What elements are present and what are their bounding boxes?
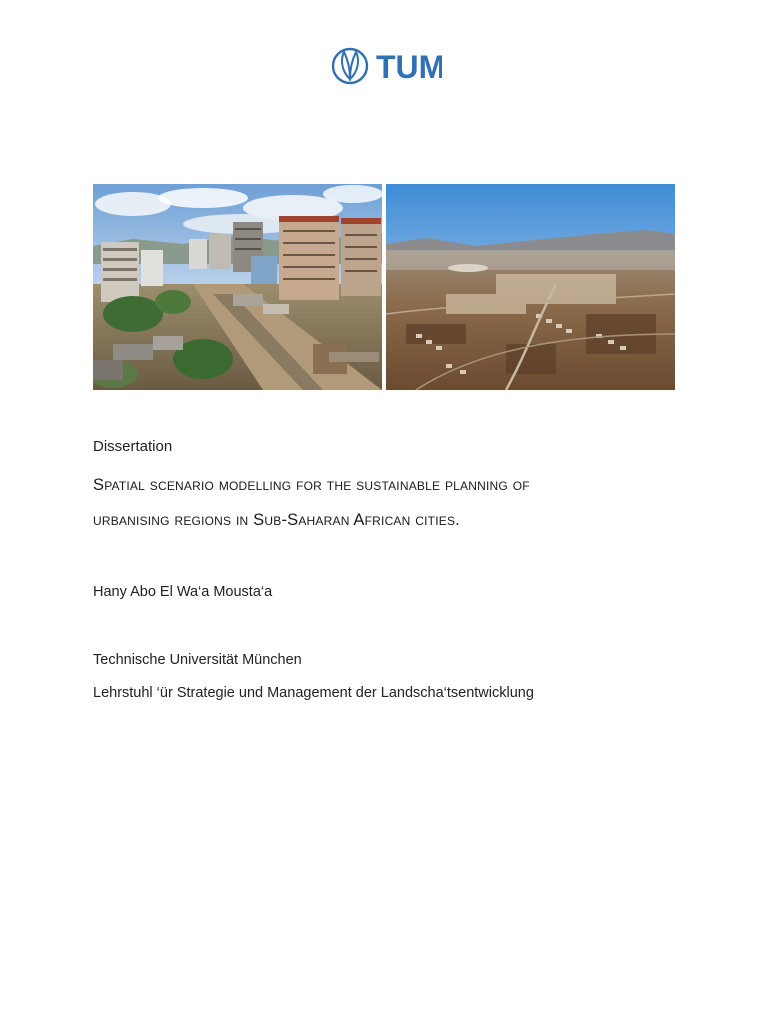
- photo-aerial-urban-sprawl: [386, 184, 675, 390]
- tum-leaf-logo-icon: [330, 46, 442, 86]
- title-line-2: urbanising regions in Sub-Saharan African cities.: [93, 511, 460, 529]
- logo-text: TUM: [376, 49, 442, 85]
- title-line-1: Spatial scenario modelling for the sustainable planning of: [93, 476, 530, 494]
- aerial-landscape-photo-icon: [386, 184, 675, 390]
- chair-name: Lehrstuhl ‘ür Strategie und Management der Landscha‘tsentwicklung: [93, 685, 534, 701]
- photo-city-construction: [93, 184, 382, 390]
- university-name: Technische Universität München: [93, 652, 302, 668]
- author-name: Hany Abo El Wa‘a Mousta‘a: [93, 584, 273, 600]
- tum-logo: [330, 46, 442, 86]
- document-type: Dissertation: [93, 438, 173, 455]
- city-skyline-photo-icon: [93, 184, 382, 390]
